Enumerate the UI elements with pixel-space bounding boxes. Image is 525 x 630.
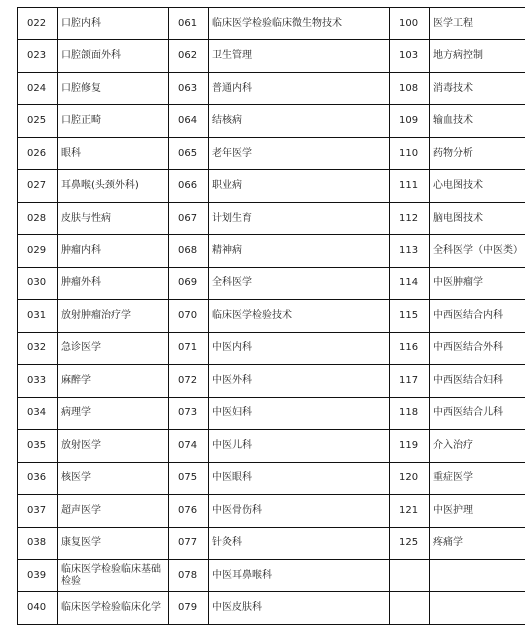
specialty-name-cell: 中医内科 [209,332,390,364]
table-row [18,170,525,202]
specialty-name-cell: 重症医学 [430,462,525,494]
specialty-name-cell: 中西医结合外科 [430,332,525,364]
code-cell: 073 [169,397,209,429]
code-cell [390,592,430,624]
table-row [18,267,525,299]
code-cell: 023 [18,40,58,72]
code-cell: 025 [18,105,58,137]
code-cell: 120 [390,462,430,494]
code-cell: 027 [18,170,58,202]
code-cell: 074 [169,430,209,462]
specialty-name-cell: 全科医学 [209,267,390,299]
code-cell: 076 [169,495,209,527]
specialty-name-cell: 精神病 [209,235,390,267]
code-cell: 071 [169,332,209,364]
specialty-name-cell: 消毒技术 [430,72,525,104]
specialty-name-cell: 地方病控制 [430,40,525,72]
table-row [18,40,525,72]
table-row [18,105,525,137]
code-cell: 029 [18,235,58,267]
specialty-name-cell: 中西医结合内科 [430,300,525,332]
code-cell: 108 [390,72,430,104]
code-cell: 039 [18,559,58,591]
table-row [18,137,525,169]
code-cell: 064 [169,105,209,137]
specialty-name-cell: 医学工程 [430,8,525,40]
code-cell: 037 [18,495,58,527]
code-cell [390,559,430,591]
specialty-name-cell: 临床医学检验临床化学 [58,592,169,624]
specialty-name-cell: 中医妇科 [209,397,390,429]
specialty-name-cell: 临床医学检验技术 [209,300,390,332]
code-cell: 062 [169,40,209,72]
code-cell: 033 [18,365,58,397]
code-cell: 032 [18,332,58,364]
specialty-name-cell [430,592,525,624]
specialty-name-cell: 康复医学 [58,527,169,559]
code-cell: 035 [18,430,58,462]
code-cell: 022 [18,8,58,40]
specialty-name-cell: 心电图技术 [430,170,525,202]
specialty-name-cell: 中医护理 [430,495,525,527]
specialty-name-cell: 职业病 [209,170,390,202]
code-cell: 110 [390,137,430,169]
code-cell: 114 [390,267,430,299]
specialty-name-cell: 中医肿瘤学 [430,267,525,299]
code-cell: 024 [18,72,58,104]
table-row [18,527,525,559]
specialty-name-cell: 普通内科 [209,72,390,104]
code-cell: 077 [169,527,209,559]
code-cell: 036 [18,462,58,494]
table-row [18,235,525,267]
specialty-name-cell: 中西医结合儿科 [430,397,525,429]
specialty-name-cell: 卫生管理 [209,40,390,72]
specialty-name-cell: 输血技术 [430,105,525,137]
code-cell: 111 [390,170,430,202]
specialty-name-cell: 超声医学 [58,495,169,527]
specialty-name-cell [430,559,525,591]
specialty-name-cell: 中西医结合妇科 [430,365,525,397]
code-cell: 070 [169,300,209,332]
specialty-code-table-frame [17,7,523,624]
specialty-name-cell: 口腔颌面外科 [58,40,169,72]
table-row [18,202,525,234]
table-row [18,592,525,624]
code-cell: 119 [390,430,430,462]
code-cell: 100 [390,8,430,40]
specialty-name-cell: 放射肿瘤治疗学 [58,300,169,332]
code-cell: 067 [169,202,209,234]
code-cell: 038 [18,527,58,559]
specialty-name-cell: 中医皮肤科 [209,592,390,624]
specialty-name-cell: 口腔内科 [58,8,169,40]
table-row [18,300,525,332]
code-cell: 109 [390,105,430,137]
table-body [18,8,525,625]
code-cell: 121 [390,495,430,527]
specialty-name-cell: 药物分析 [430,137,525,169]
specialty-name-cell: 中医外科 [209,365,390,397]
specialty-name-cell: 病理学 [58,397,169,429]
code-cell: 112 [390,202,430,234]
code-cell: 026 [18,137,58,169]
specialty-name-cell: 中医耳鼻喉科 [209,559,390,591]
specialty-code-table [17,7,525,625]
specialty-name-cell: 放射医学 [58,430,169,462]
table-row [18,397,525,429]
code-cell: 078 [169,559,209,591]
code-cell: 115 [390,300,430,332]
table-row [18,462,525,494]
specialty-name-cell: 耳鼻喉(头颈外科) [58,170,169,202]
code-cell: 103 [390,40,430,72]
specialty-name-cell: 中医儿科 [209,430,390,462]
specialty-name-cell: 皮肤与性病 [58,202,169,234]
specialty-name-cell: 麻醉学 [58,365,169,397]
specialty-name-cell: 中医眼科 [209,462,390,494]
code-cell: 118 [390,397,430,429]
specialty-name-cell: 介入治疗 [430,430,525,462]
table-row [18,559,525,591]
specialty-name-cell: 口腔正畸 [58,105,169,137]
specialty-name-cell: 核医学 [58,462,169,494]
specialty-name-cell: 结核病 [209,105,390,137]
table-row [18,365,525,397]
specialty-name-cell: 计划生育 [209,202,390,234]
code-cell: 072 [169,365,209,397]
specialty-name-cell: 脑电图技术 [430,202,525,234]
table-row [18,332,525,364]
code-cell: 069 [169,267,209,299]
code-cell: 075 [169,462,209,494]
table-row [18,72,525,104]
code-cell: 117 [390,365,430,397]
specialty-name-cell: 肿瘤外科 [58,267,169,299]
code-cell: 030 [18,267,58,299]
code-cell: 125 [390,527,430,559]
table-row [18,430,525,462]
specialty-name-cell: 口腔修复 [58,72,169,104]
specialty-name-cell: 全科医学（中医类） [430,235,525,267]
code-cell: 061 [169,8,209,40]
specialty-name-cell: 临床医学检验临床微生物技术 [209,8,390,40]
code-cell: 116 [390,332,430,364]
specialty-name-cell: 中医骨伤科 [209,495,390,527]
code-cell: 113 [390,235,430,267]
code-cell: 028 [18,202,58,234]
specialty-name-cell: 疼痛学 [430,527,525,559]
code-cell: 063 [169,72,209,104]
code-cell: 066 [169,170,209,202]
specialty-name-cell: 急诊医学 [58,332,169,364]
table-row [18,495,525,527]
code-cell: 068 [169,235,209,267]
code-cell: 079 [169,592,209,624]
specialty-name-cell: 临床医学检验临床基础检验 [58,559,169,591]
code-cell: 040 [18,592,58,624]
table-row [18,8,525,40]
code-cell: 065 [169,137,209,169]
specialty-name-cell: 肿瘤内科 [58,235,169,267]
specialty-name-cell: 针灸科 [209,527,390,559]
code-cell: 034 [18,397,58,429]
specialty-name-cell: 眼科 [58,137,169,169]
specialty-name-cell: 老年医学 [209,137,390,169]
code-cell: 031 [18,300,58,332]
